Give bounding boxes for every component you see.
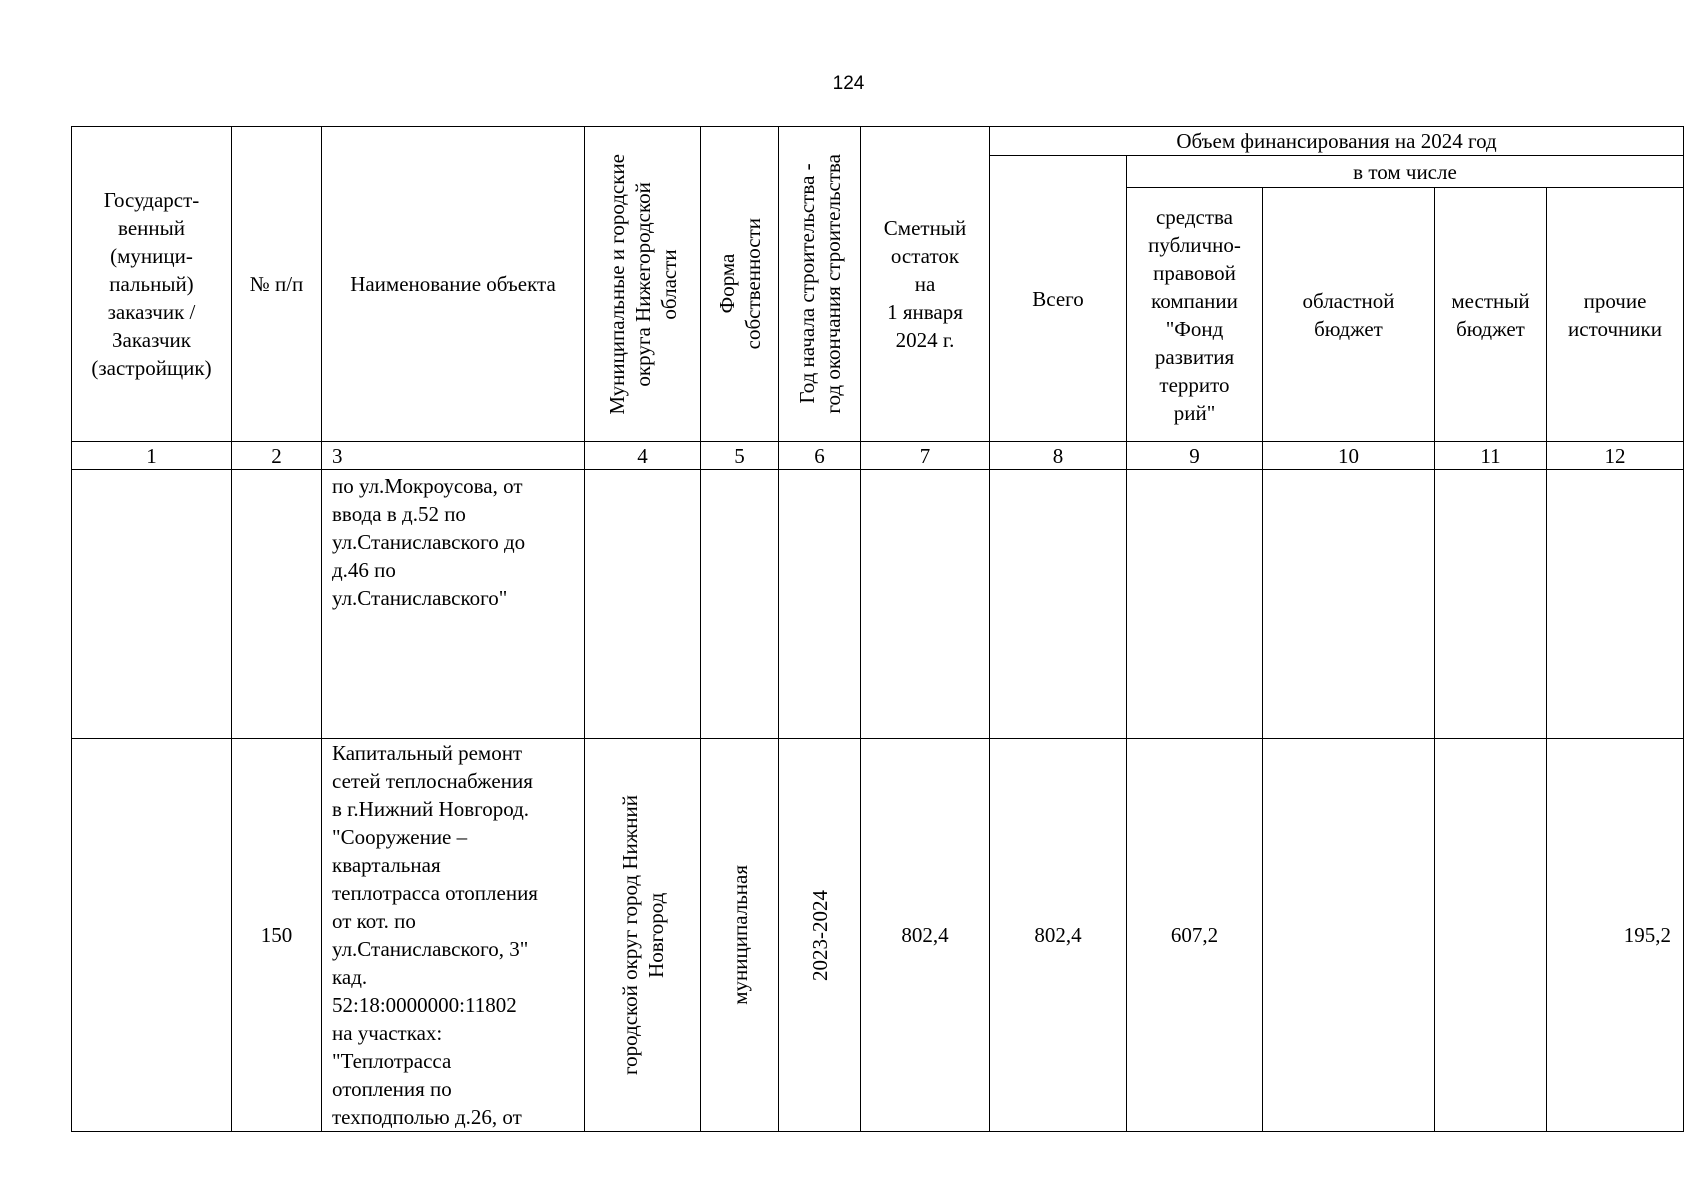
column-number: 11 [1435,442,1547,470]
header-ownership [701,127,779,442]
cell-other: 195,2 [1547,739,1684,1132]
column-number: 3 [322,442,585,470]
header-ownership-text: Форма собственности [714,218,765,350]
column-number: 9 [1127,442,1263,470]
header-other: прочие источники [1547,188,1684,442]
cell-total: 802,4 [990,739,1127,1132]
cell-object-name: Капитальный ремонт сетей теплоснабжения в г.Нижний Новгород. "Сооружение – квартальная теплотрасса отопления от кот. по ул.Станиславского, 3" кад. 52:18:0000000:11802 на участках: "Теплотрасса отопления по техподполью д.26, от [322,739,585,1132]
cell-customer [72,470,232,739]
column-number: 10 [1263,442,1435,470]
header-estimate: Сметный остаток на 1 января 2024 г. [861,127,990,442]
cell-estimate: 802,4 [861,739,990,1132]
header-object-name: Наименование объекта [322,127,585,442]
column-number: 1 [72,442,232,470]
header-years-text: Год начала строительства - год окончания строительства [794,154,845,414]
column-number: 2 [232,442,322,470]
table-row [72,470,1684,739]
funding-table [71,126,1684,1132]
cell-years-text: 2023-2024 [807,889,832,981]
cell-years [779,739,861,1132]
page-number: 124 [832,73,865,94]
cell-municipality [585,739,701,1132]
cell-num: 150 [232,739,322,1132]
cell-local [1435,470,1547,739]
header-including: в том числе [1127,156,1684,188]
column-number: 8 [990,442,1127,470]
header-funding-title: Объем финансирования на 2024 год [990,127,1684,156]
header-customer: Государст- венный (муници- пальный) заказчик / Заказчик (застройщик) [72,127,232,442]
column-number: 12 [1547,442,1684,470]
cell-ownership-text: муниципальная [727,865,752,1005]
cell-regional [1263,739,1435,1132]
column-number: 5 [701,442,779,470]
header-fund: средства публично- правовой компании "Фонд развития террито рий" [1127,188,1263,442]
cell-estimate [861,470,990,739]
column-number: 6 [779,442,861,470]
cell-fund [1127,470,1263,739]
cell-years [779,470,861,739]
header-local: местный бюджет [1435,188,1547,442]
header-total: Всего [990,156,1127,442]
header-years [779,127,861,442]
cell-other [1547,470,1684,739]
cell-customer [72,739,232,1132]
cell-fund: 607,2 [1127,739,1263,1132]
column-number: 7 [861,442,990,470]
cell-municipality [585,470,701,739]
cell-object-name: по ул.Мокроусова, от ввода в д.52 по ул.Станиславского до д.46 по ул.Станиславского" [322,470,585,739]
header-regional: областной бюджет [1263,188,1435,442]
cell-total [990,470,1127,739]
cell-ownership [701,470,779,739]
header-municipalities [585,127,701,442]
header-num: № п/п [232,127,322,442]
cell-num [232,470,322,739]
cell-regional [1263,470,1435,739]
cell-local [1435,739,1547,1132]
header-municipalities-text: Муниципальные и городские округа Нижегородской области [604,153,681,415]
cell-ownership [701,739,779,1132]
column-number: 4 [585,442,701,470]
table-row [72,739,1684,1132]
cell-municipality-text: городской округ город Нижний Новгород [617,795,668,1075]
